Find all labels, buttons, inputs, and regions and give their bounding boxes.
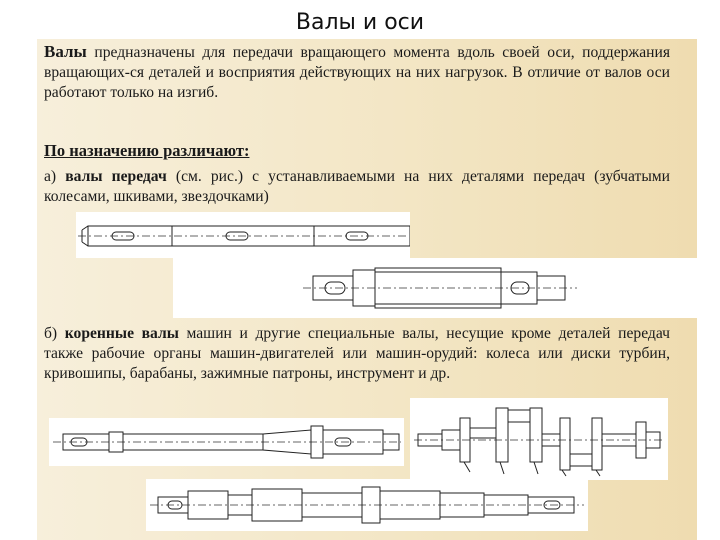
item-b-paragraph <box>44 324 670 384</box>
shaft-drawing-a2 <box>173 258 697 318</box>
shaft-a2-figure <box>173 258 697 318</box>
intro-text: предназначены для передачи вращающего момента вдоль своей оси, поддержания вращающих-ся деталей и восприятия действующих на них нагрузок. В отличие от валов оси работают только на изгиб. <box>44 44 670 101</box>
item-a-prefix: а) <box>44 168 66 185</box>
item-a-text: (см. рис.) с устанавливаемыми на них деталями передач (зубчатыми колесами, шкивами, звездочками) <box>44 168 671 205</box>
crankshaft-drawing <box>410 398 668 480</box>
shaft-drawing-b1 <box>49 418 404 466</box>
item-b-text: машин и другие специальные валы, несущие кроме деталей передач также рабочие органы машин-двигателей или машин-орудий: колеса или диски турбин, кривошипы, барабаны, зажимные патроны, инструмент и др. <box>44 325 670 382</box>
item-a-bold: валы передач <box>65 168 167 185</box>
shaft-b2-figure <box>146 479 588 531</box>
shaft-drawing-b2 <box>146 479 588 531</box>
item-b-bold: коренные валы <box>64 325 179 342</box>
item-b-prefix: б) <box>44 325 65 342</box>
shaft-b1-figure <box>49 418 404 466</box>
crankshaft-figure <box>410 398 668 480</box>
intro-paragraph <box>44 42 670 103</box>
purpose-heading: По назначению различают: <box>44 141 250 160</box>
item-a-paragraph <box>44 167 670 207</box>
shaft-drawing-a1 <box>76 212 410 258</box>
intro-lead: Валы <box>44 42 87 61</box>
shaft-a1-figure <box>76 212 410 258</box>
slide-title: Валы и оси <box>295 10 425 35</box>
